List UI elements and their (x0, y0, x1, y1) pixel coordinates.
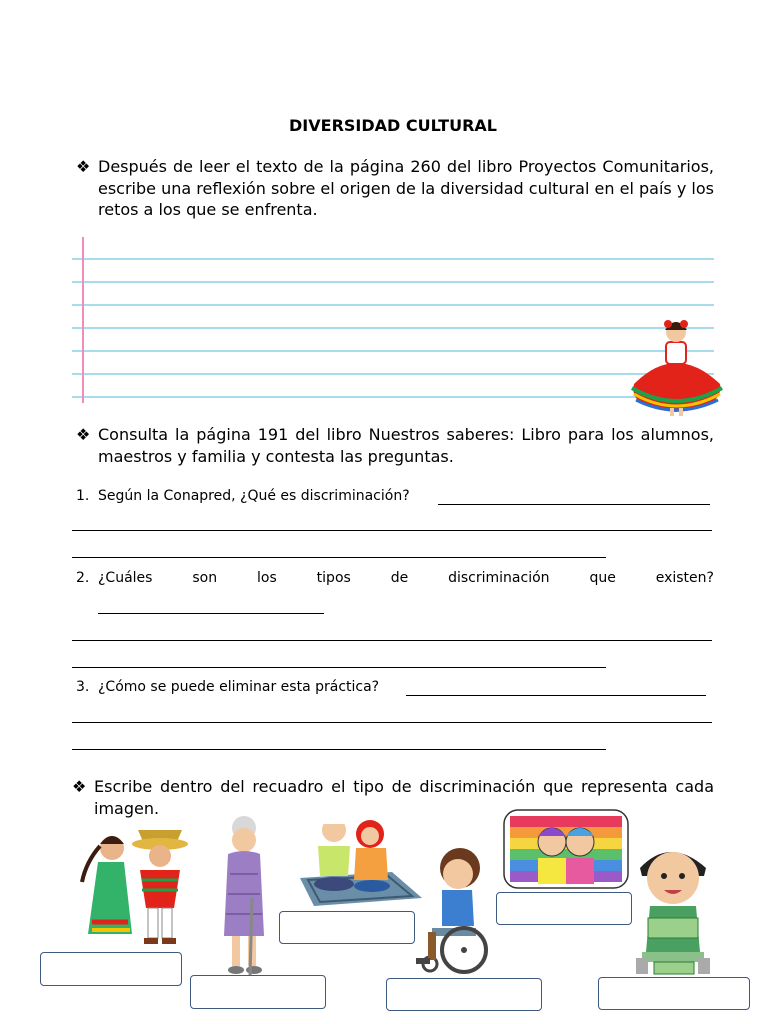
wheelchair-boy-illustration (402, 846, 496, 978)
bullet-icon: ❖ (76, 425, 91, 444)
answer-line[interactable] (72, 557, 606, 558)
question-word: tipos (316, 570, 351, 586)
answer-line[interactable] (72, 530, 712, 531)
dancer-illustration (624, 312, 728, 416)
question-word: ¿Cuáles (98, 570, 153, 586)
answer-box[interactable] (386, 978, 542, 1011)
lined-writing-area[interactable] (72, 237, 714, 403)
page-title: DIVERSIDAD CULTURAL (289, 116, 497, 135)
question-word: existen? (655, 570, 714, 586)
pride-flag-illustration (500, 806, 632, 892)
answer-box[interactable] (598, 977, 750, 1010)
answer-line[interactable] (72, 749, 606, 750)
answer-line[interactable] (98, 613, 324, 614)
boy-with-money-illustration (630, 836, 716, 980)
answer-box[interactable] (496, 892, 632, 925)
couple-illustration (78, 822, 200, 948)
question-word: de (390, 570, 409, 586)
question-number: 1. (76, 488, 90, 504)
bullet-icon: ❖ (72, 777, 87, 796)
instruction-text: Consulta la página 191 del libro Nuestros saberes: Libro para los alumnos, maestros y familia y contesta las preguntas. (98, 425, 714, 466)
answer-line[interactable] (406, 695, 706, 696)
answer-box[interactable] (40, 952, 182, 986)
answer-line[interactable] (438, 504, 710, 505)
question-text: ¿Cómo se puede eliminar esta práctica? (98, 679, 380, 695)
instruction-text: Escribe dentro del recuadro el tipo de discriminación que representa cada imagen. (94, 777, 714, 818)
question-number: 3. (76, 679, 90, 695)
grandmother-illustration (214, 814, 276, 982)
question-1 (76, 487, 714, 505)
question-word: discriminación (448, 570, 550, 586)
question-word: que (589, 570, 616, 586)
question-text: Según la Conapred, ¿Qué es discriminación? (98, 488, 410, 504)
bullet-icon: ❖ (76, 157, 91, 176)
question-2 (76, 569, 714, 587)
question-word: son (192, 570, 218, 586)
question-word: los (257, 570, 277, 586)
answer-line[interactable] (72, 640, 712, 641)
margin-line (82, 237, 84, 403)
question-number: 2. (76, 570, 90, 586)
instruction-questions (76, 424, 714, 467)
instruction-text: Después de leer el texto de la página 260 del libro Proyectos Comunitarios, escribe una reflexión sobre el origen de la diversidad cultural en el país y los retos a los que se enfrenta. (98, 157, 714, 219)
question-text (98, 569, 714, 587)
answer-line[interactable] (72, 667, 606, 668)
answer-line[interactable] (72, 722, 712, 723)
question-3 (76, 678, 714, 696)
answer-box[interactable] (279, 911, 415, 944)
instruction-reflection (76, 156, 714, 221)
answer-box[interactable] (190, 975, 326, 1009)
